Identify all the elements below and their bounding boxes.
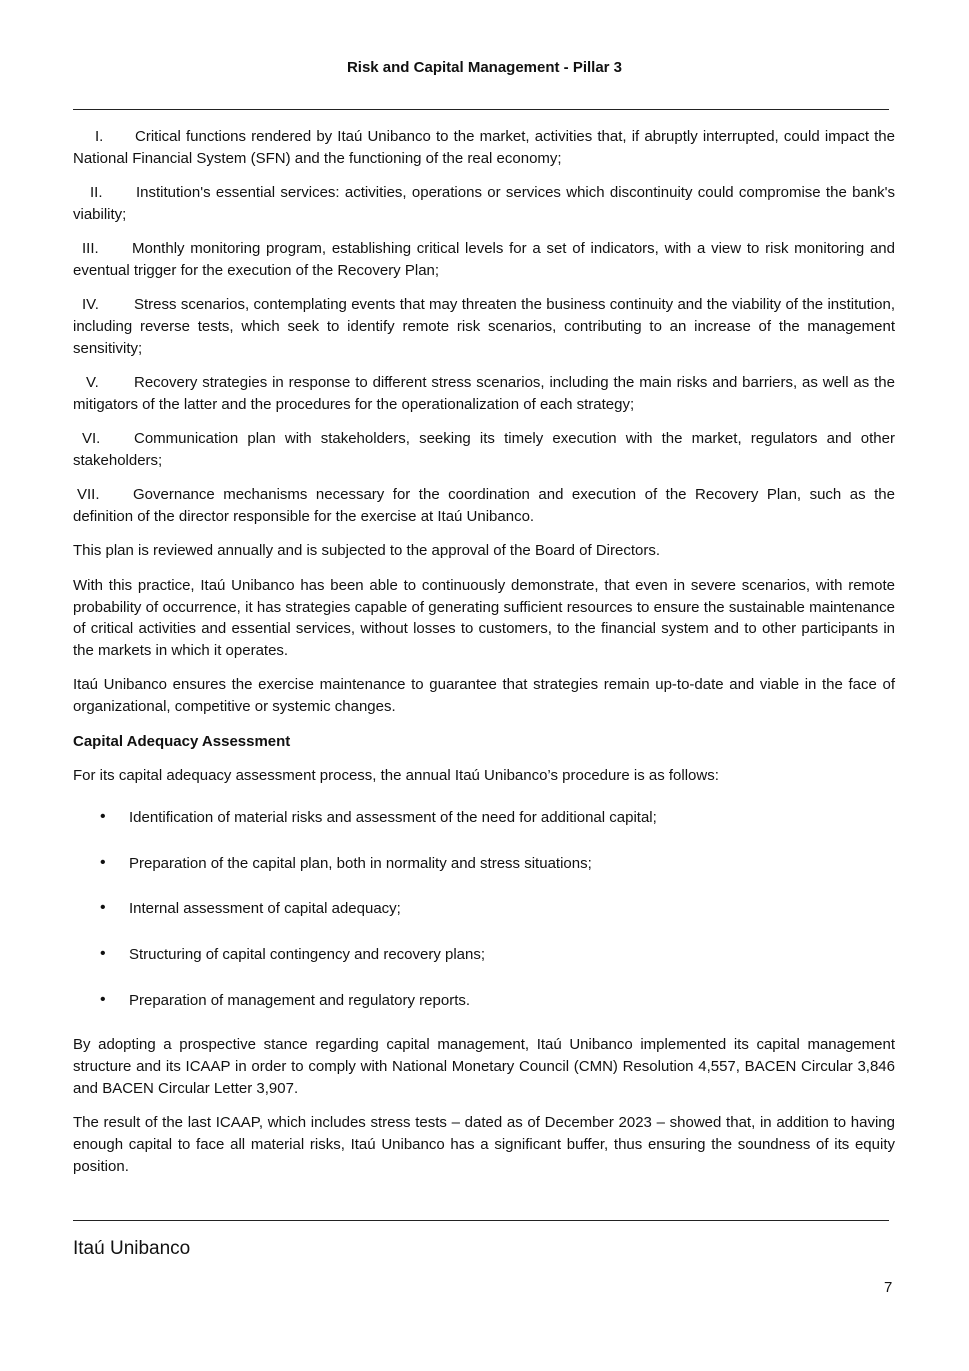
item-text: Monthly monitoring program, establishing critical levels for a set of indicators, with a view to risk monitoring and eventual trigger for the execution of the Recovery Plan; (73, 240, 895, 279)
numbered-item (73, 372, 895, 416)
item-text: Critical functions rendered by Itaú Unibanco to the market, activities that, if abruptly interrupted, could impact the National Financial System (SFN) and the functioning of the real economy; (73, 128, 895, 167)
header-divider (73, 109, 889, 110)
item-number: VI. (82, 430, 101, 448)
page-number: 7 (884, 1279, 893, 1296)
item-text: Institution's essential services: activities, operations or services which discontinuity could compromise the bank's viability; (73, 184, 895, 223)
list-item (73, 845, 895, 891)
numbered-item (73, 294, 895, 359)
icaap-result-paragraph: The result of the last ICAAP, which includes stress tests – dated as of December 2023 – showed that, in addition to having enough capital to face all material risks, Itaú Unibanco has a significant buffer, thus ensuring the soundness of its equity position. (73, 1113, 895, 1175)
item-text: Recovery strategies in response to different stress scenarios, including the main risks and barriers, as well as the mitigators of the latter and the procedures for the operationalization of each strategy; (73, 374, 895, 413)
procedure-intro-paragraph: For its capital adequacy assessment process, the annual Itaú Unibanco’s procedure is as follows: (73, 766, 719, 784)
list-item (73, 936, 895, 982)
list-item (73, 799, 895, 845)
section-heading: Capital Adequacy Assessment (73, 732, 291, 750)
list-item-text: Structuring of capital contingency and recovery plans; (129, 945, 486, 963)
bullet-icon: • (100, 944, 106, 962)
numbered-item (73, 126, 895, 170)
item-number: IV. (82, 296, 99, 314)
numbered-item (73, 238, 895, 282)
icaap-paragraph: By adopting a prospective stance regarding capital management, Itaú Unibanco implemented its capital management structure and its ICAAP in order to comply with National Monetary Council (CMN) Resolution 4,557, BACEN Circular 3,846 and BACEN Circular Letter 3,907. (73, 1036, 895, 1097)
item-number: VII. (77, 486, 100, 504)
list-item (73, 890, 895, 936)
list-item-text: Preparation of the capital plan, both in normality and stress situations; (129, 854, 592, 872)
item-number: II. (90, 184, 103, 202)
page-content (73, 126, 895, 1190)
item-number: III. (82, 240, 99, 258)
list-item (73, 982, 895, 1028)
item-text: Governance mechanisms necessary for the coordination and execution of the Recovery Plan, such as the definition of the director responsible for the exercise at Itaú Unibanco. (73, 486, 895, 526)
item-number: V. (86, 374, 99, 392)
procedure-bullet-list (73, 799, 895, 1027)
bullet-icon: • (100, 808, 106, 826)
bullet-icon: • (100, 990, 106, 1008)
practice-paragraph: With this practice, Itaú Unibanco has been able to continuously demonstrate, that even in severe scenarios, with remote probability of occurrence, it has strategies capable of generating sufficient resources to ensure the sustainable maintenance of critical activities and essential services, without losses to customers, to the financial system and to other participants in the markets in which it operates. (73, 576, 895, 660)
list-item-text: Preparation of management and regulatory reports. (129, 991, 471, 1009)
item-number: I. (95, 128, 104, 145)
item-text: Communication plan with stakeholders, seeking its timely execution with the market, regulators and other stakeholders; (73, 430, 895, 470)
item-text: Stress scenarios, contemplating events that may threaten the business continuity and the viability of the institution, including reverse tests, which seek to identify remote risk scenarios, contributing to an increase of the management sensitivity; (73, 296, 895, 357)
footer-company-name: Itaú Unibanco (73, 1238, 191, 1259)
list-item-text: Identification of material risks and assessment of the need for additional capital; (129, 809, 657, 827)
numbered-item (73, 182, 895, 226)
list-item-text: Internal assessment of capital adequacy; (129, 900, 401, 918)
bullet-icon: • (100, 899, 106, 917)
footer-divider (73, 1220, 889, 1221)
maintenance-paragraph: Itaú Unibanco ensures the exercise maintenance to guarantee that strategies remain up-to-date and viable in the face of organizational, competitive or systemic changes. (73, 676, 895, 716)
numbered-item (73, 428, 895, 472)
numbered-item (73, 484, 895, 528)
review-paragraph: This plan is reviewed annually and is subjected to the approval of the Board of Directors. (73, 542, 660, 560)
page-header-title: Risk and Capital Management - Pillar 3 (346, 59, 623, 76)
bullet-icon: • (100, 853, 106, 871)
